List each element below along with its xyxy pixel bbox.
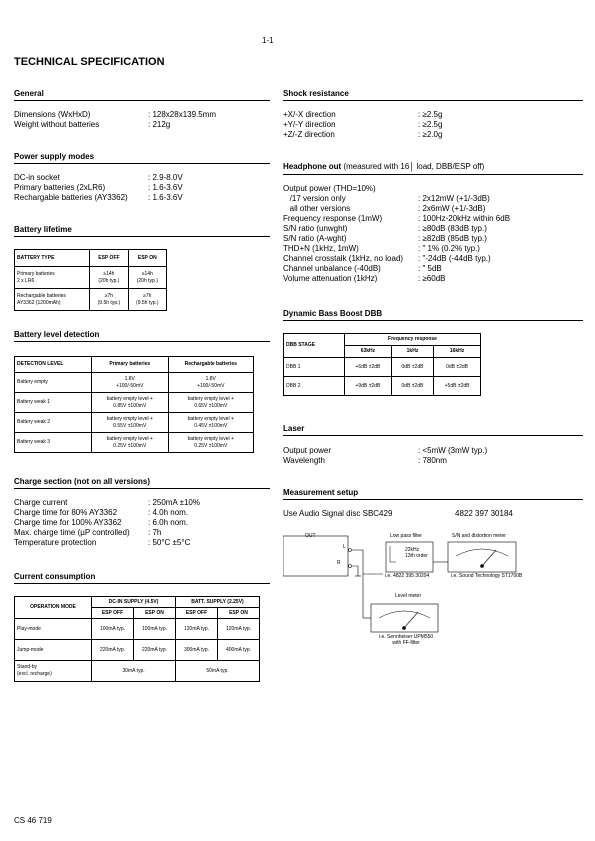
headphone-row-label: Frequency response (1mW) — [283, 214, 383, 223]
laser-row-label: Wavelength — [283, 456, 325, 465]
general-row-value: : 212g — [148, 120, 171, 129]
diagram-sn-meter-label: S/N and distortion meter — [452, 533, 506, 539]
diagram-sn-ref: i.e. Sound Technology ST1700B — [451, 573, 523, 579]
headphone-row-value: : ≥60dB — [418, 274, 446, 283]
diagram-r-label: R — [337, 560, 341, 566]
table-header: ESP ON — [128, 250, 166, 267]
general-rule — [14, 100, 270, 101]
page-title: TECHNICAL SPECIFICATION — [14, 56, 165, 68]
table-header: ESP ON — [218, 608, 260, 619]
measurement-rule — [283, 499, 583, 500]
power-row-label: Primary batteries (2xLR6) — [14, 183, 106, 192]
table-cell: 100mA typ. — [92, 619, 134, 640]
table-cell: battery empty level + 0.25V ±100mV — [168, 433, 253, 453]
table-cell: 400mA typ. — [218, 640, 260, 661]
table-cell: battery empty level + 0.85V ±100mV — [92, 393, 169, 413]
headphone-row-label: Channel unbalance (-40dB) — [283, 264, 381, 273]
shock-row-value: : ≥2.5g — [418, 120, 443, 129]
table-cell: Stand-by (excl. recharge) — [15, 661, 92, 682]
general-row-label: Weight without batteries — [14, 120, 100, 129]
charge-heading: Charge section (not on all versions) — [14, 477, 151, 486]
laser-row-value: : 780nm — [418, 456, 447, 465]
charge-row-value: : 6.0h nom. — [148, 518, 189, 527]
table-cell: ≥14h (20h typ.) — [90, 267, 128, 289]
table-cell: Jump-mode — [15, 640, 92, 661]
level-gauge-icon — [379, 611, 430, 618]
table-cell: 220mA typ. — [92, 640, 134, 661]
headphone-heading-note: (measured with 16│ load, DBB/ESP off) — [343, 162, 485, 171]
charge-row-value: : 4.0h nom. — [148, 508, 189, 517]
table-cell: Rechargable batteries AY3362 (1200mAh) — [15, 289, 90, 311]
diagram-out-label: OUT — [305, 533, 316, 539]
level-needle-icon — [404, 612, 418, 628]
table-header: DC-IN SUPPLY (4.5V) — [92, 597, 176, 608]
headphone-row-value: : " 5dB — [418, 264, 442, 273]
headphone-row-label: THD+N (1kHz, 1mW) — [283, 244, 359, 253]
table-cell: 1.8V +100/-50mV — [92, 373, 169, 393]
table-cell: 1.8V +100/-50mV — [168, 373, 253, 393]
headphone-row-value: : ≥80dB (83dB typ.) — [418, 224, 487, 233]
sn-needle-icon — [482, 550, 496, 566]
table-cell: 300mA typ. — [176, 640, 218, 661]
document-code: CS 46 719 — [14, 816, 52, 825]
general-row-value: : 128x28x139.5mm — [148, 110, 217, 119]
power-rule — [14, 163, 270, 164]
shock-row-label: +X/-X direction — [283, 110, 336, 119]
table-cell: 120mA typ. — [218, 619, 260, 640]
page-number: 1-1 — [262, 36, 274, 45]
table-cell: battery empty level + 0.55V ±100mV — [92, 413, 169, 433]
general-row-label: Dimensions (WxHxD) — [14, 110, 91, 119]
charge-row-label: Max. charge time (µP controlled) — [14, 528, 130, 537]
power-row-value: : 2.9-8.0V — [148, 173, 183, 182]
table-header: Rechargable batteries — [168, 357, 253, 373]
table-cell: 30mA typ. — [92, 661, 176, 682]
battery-level-rule — [14, 341, 270, 342]
power-row-label: DC-in socket — [14, 173, 60, 182]
measurement-disc-number: 4822 397 30184 — [455, 509, 513, 518]
table-cell: 50mA typ. — [176, 661, 260, 682]
headphone-row-value: : 2x12mW (+1/-3dB) — [418, 194, 490, 203]
headphone-row-label: Volume attenuation (1kHz) — [283, 274, 378, 283]
table-header: 16kHz — [434, 346, 481, 358]
table-cell: Battery weak 2 — [15, 413, 92, 433]
terminal-right-icon — [349, 565, 352, 568]
current-table — [14, 596, 260, 682]
table-header: ESP OFF — [92, 608, 134, 619]
table-header: Primary batteries — [92, 357, 169, 373]
table-cell: +9dB ±2dB — [345, 377, 392, 396]
wire-right — [352, 566, 358, 572]
table-cell: DBB 2 — [284, 377, 345, 396]
headphone-row-label: /17 version only — [283, 194, 346, 203]
table-cell: 0dB ±2dB — [391, 358, 433, 377]
battery-level-heading: Battery level detection — [14, 330, 100, 339]
charge-row-value: : 50°C ±5°C — [148, 538, 191, 547]
diagram-l-label: L — [343, 544, 346, 550]
general-heading: General — [14, 89, 44, 98]
headphone-rule — [283, 174, 583, 175]
device-box — [283, 536, 348, 576]
level-pivot-icon — [402, 626, 406, 630]
headphone-row-label: Channel crosstalk (1kHz, no load) — [283, 254, 404, 263]
table-cell: battery empty level + 0.65V ±100mV — [168, 393, 253, 413]
table-header: Frequency response — [345, 334, 481, 346]
shock-row-label: +Y/-Y direction — [283, 120, 336, 129]
dbb-heading: Dynamic Bass Boost DBB — [283, 309, 383, 318]
shock-row-value: : ≥2.5g — [418, 110, 443, 119]
table-header: ESP OFF — [176, 608, 218, 619]
table-cell: Battery weak 3 — [15, 433, 92, 453]
table-header: BATTERY TYPE — [15, 250, 90, 267]
table-cell: 0dB ±2dB — [434, 358, 481, 377]
table-header: BATT. SUPPLY (2.25V) — [176, 597, 260, 608]
table-cell: 100mA typ. — [134, 619, 176, 640]
battery-level-table — [14, 356, 254, 453]
diagram-filter-text: 22kHz 13th order — [405, 547, 428, 559]
shock-heading: Shock resistance — [283, 89, 349, 98]
table-header: 63kHz — [345, 346, 392, 358]
table-cell: battery empty level + 0.25V ±100mV — [92, 433, 169, 453]
headphone-row-value: : 2x6mW (+1/-3dB) — [418, 204, 486, 213]
laser-row-value: : <5mW (3mW typ.) — [418, 446, 488, 455]
power-heading: Power supply modes — [14, 152, 95, 161]
charge-row-label: Charge time for 80% AY3362 — [14, 508, 118, 517]
charge-row-label: Charge time for 100% AY3362 — [14, 518, 122, 527]
filter-curve-icon — [390, 546, 396, 562]
headphone-row-value: : ≥82dB (85dB typ.) — [418, 234, 487, 243]
table-cell: battery empty level + 0.45V ±100mV — [168, 413, 253, 433]
wire-left — [352, 550, 383, 574]
table-header: DETECTION LEVEL — [15, 357, 92, 373]
headphone-row-label: all other versions — [283, 204, 351, 213]
table-cell: +5dB ±2dB — [434, 377, 481, 396]
current-heading: Current consumption — [14, 572, 96, 581]
shock-row-value: : ≥2.0g — [418, 130, 443, 139]
measurement-disc-label: Use Audio Signal disc SBC429 — [283, 509, 393, 518]
table-cell: Primary batteries 2 x LR6 — [15, 267, 90, 289]
dbb-table — [283, 333, 481, 396]
headphone-row-label: Output power (THD=10%) — [283, 184, 376, 193]
power-row-value: : 1.6-3.6V — [148, 183, 183, 192]
shock-rule — [283, 100, 583, 101]
charge-row-label: Charge current — [14, 498, 68, 507]
dbb-rule — [283, 320, 583, 321]
diagram-low-pass-label: Low pass filter — [390, 533, 422, 539]
table-header: ESP OFF — [90, 250, 128, 267]
charge-row-value: : 7h — [148, 528, 162, 537]
current-rule — [14, 583, 270, 584]
table-header: ESP ON — [134, 608, 176, 619]
table-cell: 220mA typ. — [134, 640, 176, 661]
battery-lifetime-heading: Battery lifetime — [14, 225, 72, 234]
table-header: 1kHz — [391, 346, 433, 358]
diagram-level-ref: i.e. Sennheiser UPM550 with FF-filter — [379, 634, 434, 646]
power-row-value: : 1.6-3.6V — [148, 193, 183, 202]
laser-row-label: Output power — [283, 446, 332, 455]
diagram-level-meter-label: Level meter — [395, 593, 422, 599]
headphone-row-value: : 100Hz-20kHz within 6dB — [418, 214, 511, 223]
power-row-label: Rechargable batteries (AY3362) — [14, 193, 128, 202]
table-header: OPERATION MODE — [15, 597, 92, 619]
laser-heading: Laser — [283, 424, 305, 433]
charge-row-label: Temperature protection — [14, 538, 97, 547]
battery-lifetime-table — [14, 249, 167, 311]
terminal-left-icon — [349, 549, 352, 552]
sn-gauge-icon — [456, 549, 508, 556]
table-header: DBB STAGE — [284, 334, 345, 358]
battery-lifetime-rule — [14, 236, 270, 237]
headphone-row-label: S/N ratio (A-wght) — [283, 234, 347, 243]
headphone-row-label: S/N ratio (unwght) — [283, 224, 348, 233]
headphone-heading-title: Headphone out — [283, 162, 342, 171]
table-cell: DBB 1 — [284, 358, 345, 377]
diagram-filter-ref: i.e. 4822 395 30204 — [385, 573, 430, 579]
table-cell: 0dB ±2dB — [391, 377, 433, 396]
table-cell: ≥14h (20h typ.) — [128, 267, 166, 289]
charge-rule — [14, 488, 270, 489]
charge-row-value: : 250mA ±10% — [148, 498, 200, 507]
table-cell: ≥7h (9.5h typ.) — [128, 289, 166, 311]
table-cell: Play-mode — [15, 619, 92, 640]
headphone-row-value: : " 1% (0.2% typ.) — [418, 244, 480, 253]
laser-rule — [283, 435, 583, 436]
sn-pivot-icon — [480, 564, 484, 568]
measurement-heading: Measurement setup — [283, 488, 359, 497]
table-cell: +6dB ±2dB — [345, 358, 392, 377]
headphone-heading — [283, 162, 484, 171]
table-cell: 120mA typ. — [176, 619, 218, 640]
shock-row-label: +Z/-Z direction — [283, 130, 335, 139]
headphone-row-value: : "-24dB (-44dB typ.) — [418, 254, 491, 263]
table-cell: Battery weak 1 — [15, 393, 92, 413]
table-cell: ≥7h (9.5h typ.) — [90, 289, 128, 311]
table-cell: Battery empty — [15, 373, 92, 393]
